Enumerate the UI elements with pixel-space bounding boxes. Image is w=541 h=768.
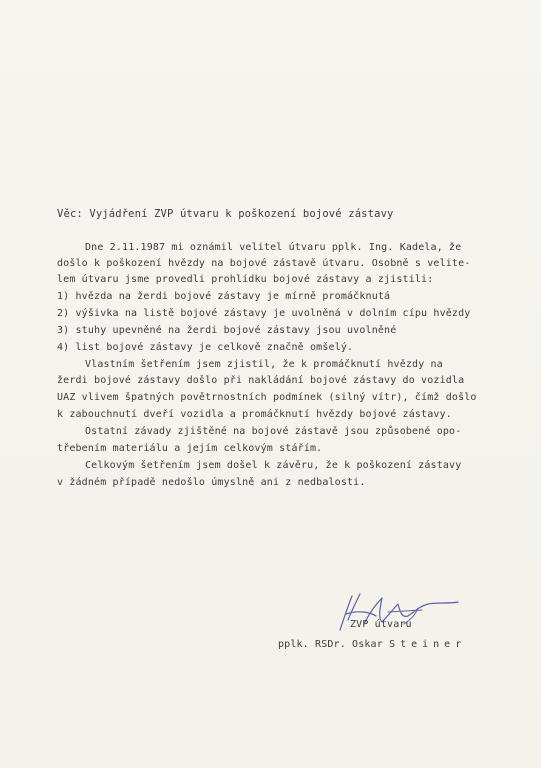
paragraph2-line4: k zabouchnutí dveří vozidla a promáčknutí hvězdy bojové zástavy. [57, 409, 452, 420]
paragraph2-line2: žerdi bojové zástavy došlo při nakládání bojové zástavy do vozidla [57, 375, 465, 386]
paragraph4-line1: Celkovým šetřením jsem došel k závěru, že k poškození zástavy [85, 460, 462, 471]
paragraph3-line2: třebením materiálu a jejím celkovým stářím. [57, 443, 323, 454]
paragraph3-line1: Ostatní závady zjištěné na bojové zástavě jsou způsobené opo- [85, 426, 462, 437]
signature-surname: Steiner [389, 639, 467, 650]
paragraph2-line1: Vlastním šetřením jsem zjistil, že k promáčknutí hvězdy na [85, 359, 443, 370]
finding-item-2: 2) výšivka na listě bojové zástavy je uvolněná v dolním cípu hvězdy [57, 308, 471, 319]
paragraph1-line2: došlo k poškození hvězdy na bojové zástavě útvaru. Osobně s velite- [57, 258, 471, 269]
signature-unit: ZVP útvaru [350, 619, 412, 630]
finding-item-1: 1) hvězda na žerdi bojové zástavy je mírně promáčknutá [57, 291, 391, 302]
paragraph1-line3: lem útvaru jsme provedli prohlídku bojové zástavy a zjistili: [57, 274, 434, 285]
signature-name [278, 639, 466, 651]
signature-name-prefix: pplk. RSDr. Oskar [278, 639, 390, 650]
subject-line: Věc: Vyjádření ZVP útvaru k poškození bojové zástavy [57, 208, 394, 220]
paragraph1-line1: Dne 2.11.1987 mi oznámil velitel útvaru pplk. Ing. Kadela, že [85, 242, 462, 253]
paragraph4-line2: v žádném případě nedošlo úmyslně ani z nedbalosti. [57, 477, 366, 488]
paragraph2-line3: UAZ vlivem špatných povětrnostních podmínek (silný vítr), čímž došlo [57, 392, 477, 403]
finding-item-4: 4) list bojové zástavy je celkově značně omšelý. [57, 342, 354, 353]
finding-item-3: 3) stuhy upevněné na žerdi bojové zástavy jsou uvolněné [57, 325, 397, 336]
handwritten-signature [318, 590, 468, 640]
